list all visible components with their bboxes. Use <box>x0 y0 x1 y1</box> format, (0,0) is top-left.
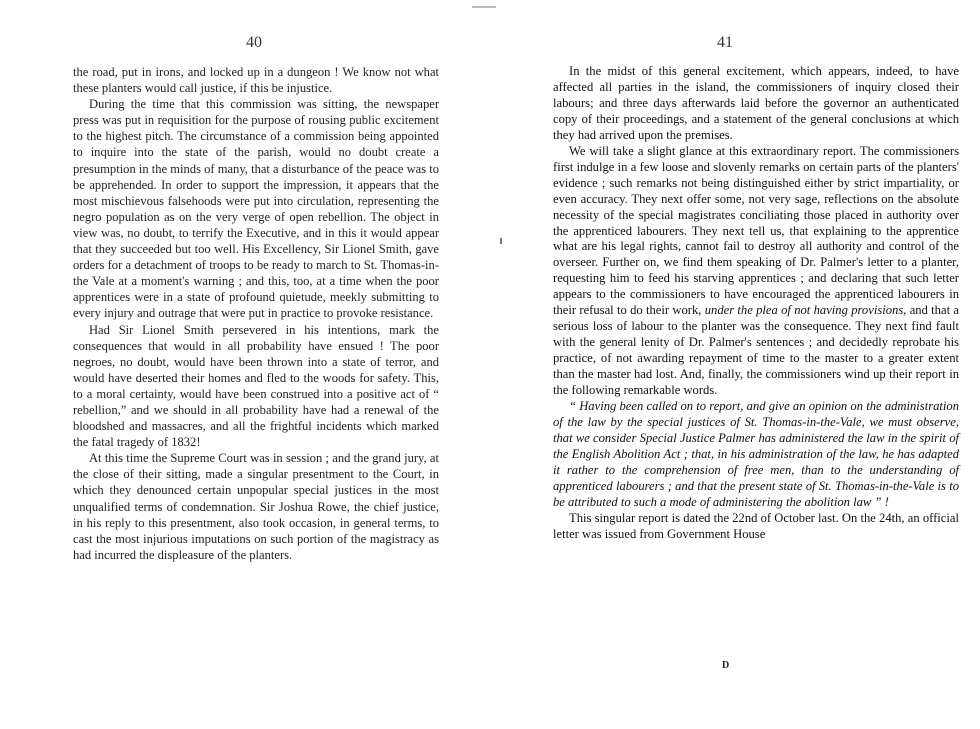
paragraph: This singular report is dated the 22nd of October last. On the 24th, an official letter was issued from Government House <box>553 510 959 541</box>
paragraph: the road, put in irons, and locked up in a dungeon ! We know not what these planters would call justice, if this be injustice. <box>73 65 439 96</box>
paragraph-text: We will take a slight glance at this extraordinary report. The commissioners first indulge in a few loose and slovenly remarks on certain parts of the planters' evidence ; such remarks not being distinguished either by strict impartiality, or even accuracy. They next offer some, not very sage, reflections on the absolute necessity of the special magistrates conciliating those placed in authority over the apprenticed labourers. They next tell us, that explaining to the apprentice what are his legal rights, cannot fail to destroy all authority and control of the overseer. Further on, we find them speaking of Dr. Palmer's letter to a planter, requesting him to feed his starving apprentices ; and declaring that such letter appears to the commissioners to have encouraged the apprenticed labourers in their refusal to do their work, <box>553 143 959 318</box>
right-page-number: 41 <box>717 34 733 51</box>
paragraph: At this time the Supreme Court was in session ; and the grand jury, at the close of their sitting, made a singular presentment to the Court, in which they denounced certain unpopular special justices in the most unqualified terms of condemnation. Sir Joshua Rowe, the chief justice, in his reply to this presentment, also took occasion, in general terms, to cast the most injurious imputations on such portion of the magistracy as had incurred the displeasure of the planters. <box>73 451 439 562</box>
quoted-report: “ Having been called on to report, and give an opinion on the administration of the law by the special justices of St. Thomas-in-the-Vale, we must observe, that we consider Special Justice Palmer has administered the law in the spirit of the English Abolition Act ; that, in his administration of the law, he has adapted it rather to the comprehension of free men, than to the understanding of apprenticed labourers ; and that the present state of St. Thomas-in-the-Vale is to be attributed to such a mode of administering the abolition law ” ! <box>553 399 959 509</box>
left-page-number: 40 <box>246 34 262 51</box>
paragraph <box>553 144 959 399</box>
paragraph: During the time that this commission was sitting, the newspaper press was put in requisition for the purpose of rousing public excitement to the highest pitch. The circumstance of a commission being appointed to inquire into the state of the parish, would no doubt create a presumption in the minds of many, that a disturbance of the peace was to be apprehended. In order to support the impression, it appears that the most mischievous falsehoods were put into circulation, representing the negro population as on the very verge of open rebellion. The object in view was, no doubt, to terrify the Executive, and in this it would appear that they succeeded but too well. His Excellency, Sir Lionel Smith, gave orders for a detachment of troops to be ready to march to St. Thomas-in-the Vale at a moment's warning ; and this, too, at a time when the poor apprentices were in a state of profound quietude, meekly submitting to every injury and outrage that were put in practice to provoke resistance. <box>73 97 439 321</box>
right-page-body <box>553 64 959 543</box>
right-page <box>490 0 980 729</box>
signature-mark: D <box>722 660 730 671</box>
italic-phrase: under the plea of not having provisions, <box>704 303 907 318</box>
left-page-body <box>73 64 439 563</box>
paragraph: Had Sir Lionel Smith persevered in his intentions, mark the consequences that would in all probability have ensued ! The poor negroes, no doubt, would have been thrown into a state of terror, and would have deserted their homes and fled to the woods for safety. This, to a moral certainty, would have been construed into a positive act of “ rebellion,” and we should in all probability have had a renewal of the bloodshed and massacres, and all the frightful incidents which marked the fatal tragedy of 1832! <box>73 322 439 450</box>
paragraph: In the midst of this general excitement, which appears, indeed, to have affected all parties in the island, the commissioners of inquiry closed their labours; and three days afterwards laid before the governor an authenticated copy of their proceedings, and a statement of the general conclusions at which they had arrived upon the premises. <box>553 64 959 142</box>
paragraph-text: and that a serious loss of labour to the planter was the consequence. They next find fault with the general lenity of Dr. Palmer's sentences ; and decidedly reprobate his practice, of not awarding repayment of time to the master to a greater extent than the master had lost. And, finally, the commissioners wind up their report in the following remarkable words. <box>553 303 959 398</box>
